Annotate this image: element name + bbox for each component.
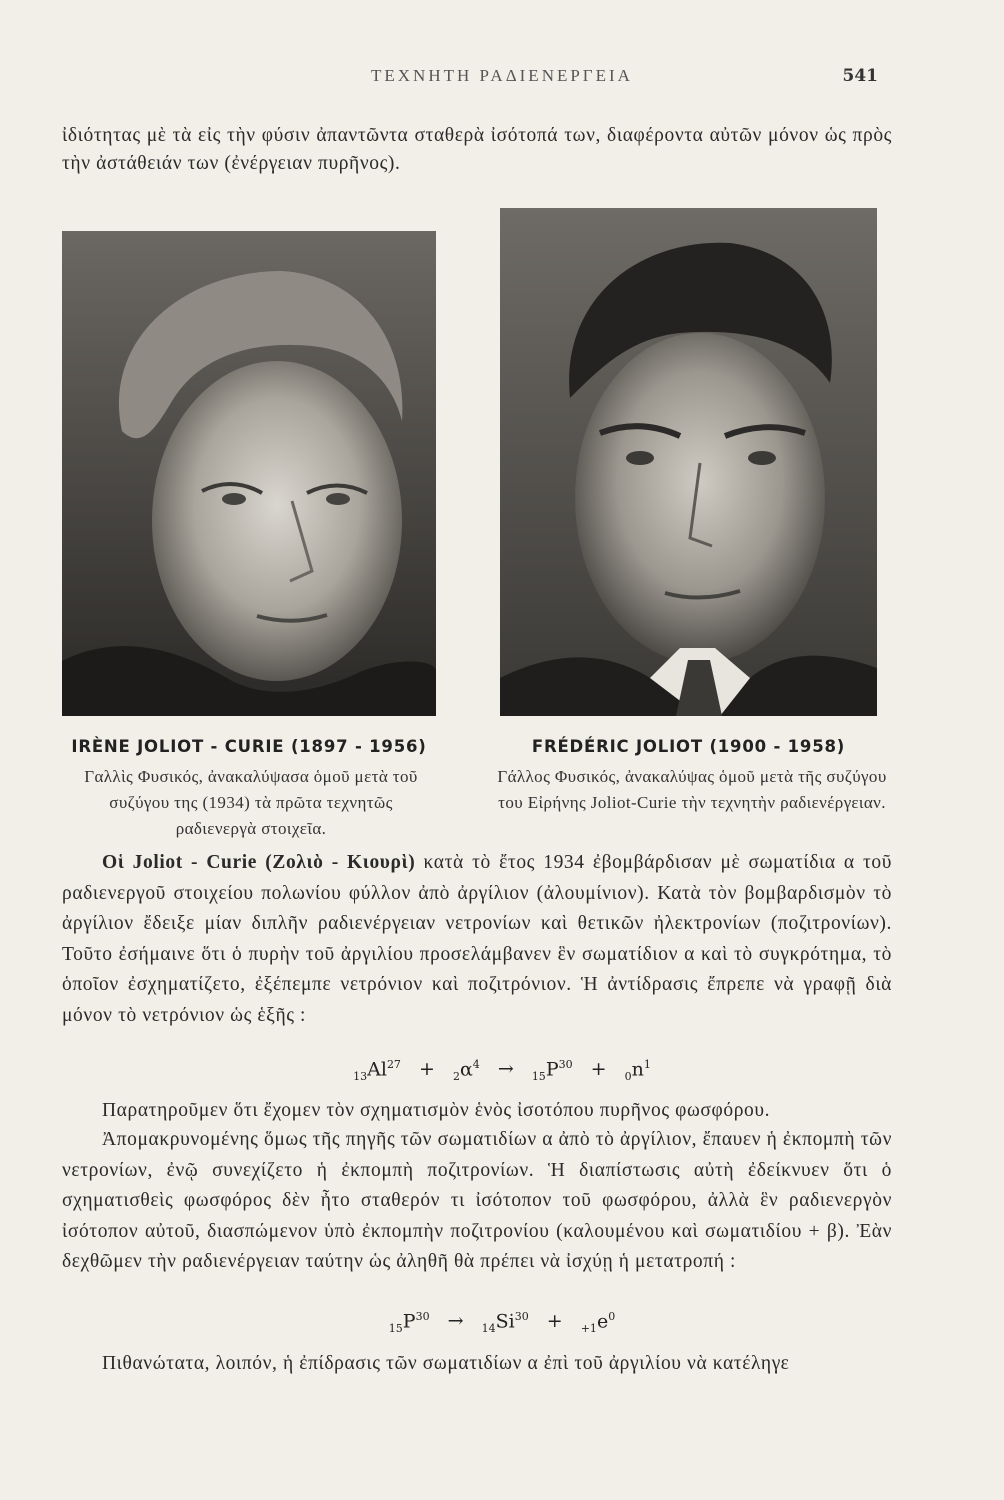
caption-title-left bbox=[62, 737, 436, 756]
eq1-plus-2: + bbox=[590, 1058, 607, 1081]
eq1-phosphorus bbox=[532, 1058, 573, 1083]
eq1-plus-1: + bbox=[418, 1058, 435, 1081]
portrait-frederic-joliot bbox=[500, 208, 877, 716]
eq1-t4-mass-number: 1 bbox=[643, 1058, 651, 1071]
reaction-equation-2 bbox=[0, 1310, 1004, 1335]
body-paragraph-1-text: κατὰ τὸ ἔτος 1934 ἐβομβάρδισαν μὲ σωματίδια α τοῦ ραδιενεργοῦ στοιχείου πολωνίου φύλλον ἀπὸ ἀργίλιον (ἀλουμίνιον). Κατὰ τὸν βομβαρδισμὸν τὸ ἀργίλιον ἔδειξε μίαν διπλῆν ραδιενέργειαν νετρονίων καὶ θετικῶν ἠλεκτρονίων (ποζιτρονίων). Τοῦτο ἐσήμαινε ὅτι ὁ πυρὴν τοῦ ἀργιλίου προσελάμβανεν ἓν σωματίδιον α καὶ τὸ συγκρότημα, τὸ ὁποῖον ἐσχηματίζετο, ἐξέπεμπε νετρόνιον καὶ ποζιτρόνιον. Ἡ ἀντίδρασις ἔπρεπε νὰ γραφῇ διὰ μόνον τὸ νετρόνιον ὡς ἑξῆς : bbox=[62, 852, 892, 1026]
caption-years-left: (1897 - 1956) bbox=[290, 737, 427, 756]
eq1-t1-symbol: Al bbox=[367, 1058, 387, 1081]
caption-text-left: Γαλλὶς Φυσικός, ἀνακαλύψασα ὁμοῦ μετὰ τοῦ συζύγου της (1934) τὰ πρῶτα τεχνητῶς ραδιενεργὰ στοιχεῖα. bbox=[84, 767, 418, 838]
eq1-t2-atomic-number: 2 bbox=[452, 1070, 460, 1084]
eq1-t1-atomic-number: 13 bbox=[353, 1070, 368, 1084]
eq2-silicon bbox=[482, 1310, 529, 1335]
joliot-curie-lead: Οἱ Joliot - Curie (Ζολιὸ - Κιουρὶ) bbox=[102, 852, 416, 873]
eq2-phosphorus bbox=[389, 1310, 430, 1335]
caption-text-right: Γάλλος Φυσικός, ἀνακαλύψας ὁμοῦ μετὰ τῆς συζύγου του Εἰρήνης Joliot-Curie τὴν τεχνητὴν ραδιενέργειαν. bbox=[497, 767, 887, 812]
page-number: 541 bbox=[842, 66, 878, 86]
caption-name-left: IRÈNE JOLIOT - CURIE bbox=[71, 737, 285, 756]
portrait-irene-joliot-curie bbox=[62, 231, 436, 716]
eq2-t3-mass-number: 0 bbox=[608, 1310, 616, 1323]
eq2-arrow-icon: → bbox=[447, 1310, 464, 1333]
body-paragraph-3: Ἀπομακρυνομένης ὅμως τῆς πηγῆς τῶν σωματιδίων α ἀπὸ τὸ ἀργίλιον, ἔπαυεν ἡ ἐκπομπὴ τῶν νετρονίων, ἐνῷ συνεχίζετο ἡ ἐκπομπὴ ποζιτρονίων. Ἡ διαπίστωσις αὐτὴ ἐδείκνυεν ὅτι ὁ σχηματισθεὶς φωσφόρος δὲν ἦτο σταθερόν τι ἰσότοπον τοῦ φωσφόρου, ἀλλὰ ἓν ραδιενεργὸν ἰσότοπον αὐτοῦ, διασπώμενον ὑπὸ ἐκπομπὴν ποζιτρονίου (καλουμένου καὶ σωματιδίου + β). Ἐὰν δεχθῶμεν τὴν ραδιενέργειαν ταύτην ὡς ἀληθῆ θὰ πρέπει νὰ ἰσχύῃ ἡ μετατροπή : bbox=[62, 1129, 892, 1272]
eq2-t2-atomic-number: 14 bbox=[481, 1322, 496, 1336]
eq1-t2-mass-number: 4 bbox=[472, 1058, 480, 1071]
intro-paragraph: ἰδιότητας μὲ τὰ εἰς τὴν φύσιν ἀπαντῶντα σταθερὰ ἰσότοπά των, διαφέροντα αὐτῶν μόνον ὡς πρὸς τὴν ἀστάθειάν των (ἐνέργειαν πυρῆνος). bbox=[62, 125, 892, 174]
eq1-t3-mass-number: 30 bbox=[558, 1058, 573, 1071]
eq2-t2-mass-number: 30 bbox=[514, 1310, 529, 1323]
eq1-t3-atomic-number: 15 bbox=[531, 1070, 546, 1084]
caption-name-right: FRÉDÉRIC JOLIOT bbox=[531, 737, 703, 756]
running-header: ΤΕΧΝΗΤΗ ΡΑΔΙΕΝΕΡΓΕΙΑ bbox=[371, 66, 633, 85]
eq1-aluminium bbox=[353, 1058, 401, 1083]
eq2-t1-atomic-number: 15 bbox=[388, 1322, 403, 1336]
body-paragraph-2: Παρατηροῦμεν ὅτι ἔχομεν τὸν σχηματισμὸν ἑνὸς ἰσοτόπου πυρῆνος φωσφόρου. bbox=[102, 1100, 771, 1121]
body-paragraph-1 bbox=[62, 848, 892, 1031]
eq2-plus: + bbox=[546, 1310, 563, 1333]
eq2-t3-atomic-number: +1 bbox=[580, 1322, 597, 1336]
caption-years-right: (1900 - 1958) bbox=[709, 737, 846, 756]
eq2-t2-symbol: Si bbox=[495, 1310, 515, 1333]
eq1-alpha bbox=[453, 1058, 480, 1083]
eq1-t4-atomic-number: 0 bbox=[624, 1070, 632, 1084]
eq1-t3-symbol: P bbox=[545, 1058, 559, 1081]
eq2-t1-symbol: P bbox=[402, 1310, 416, 1333]
eq1-t1-mass-number: 27 bbox=[386, 1058, 401, 1071]
eq1-neutron bbox=[625, 1058, 651, 1083]
eq2-t1-mass-number: 30 bbox=[415, 1310, 430, 1323]
caption-title-right bbox=[500, 737, 877, 756]
eq1-arrow-icon: → bbox=[497, 1058, 514, 1081]
body-paragraph-4: Πιθανώτατα, λοιπόν, ἡ ἐπίδρασις τῶν σωματιδίων α ἐπὶ τοῦ ἀργιλίου νὰ κατέληγε bbox=[102, 1353, 790, 1374]
eq1-t4-symbol: n bbox=[631, 1058, 644, 1081]
eq1-t2-symbol: α bbox=[459, 1058, 473, 1081]
eq2-positron bbox=[581, 1310, 615, 1335]
reaction-equation-1 bbox=[0, 1058, 1004, 1083]
eq2-t3-symbol: e bbox=[596, 1310, 609, 1333]
